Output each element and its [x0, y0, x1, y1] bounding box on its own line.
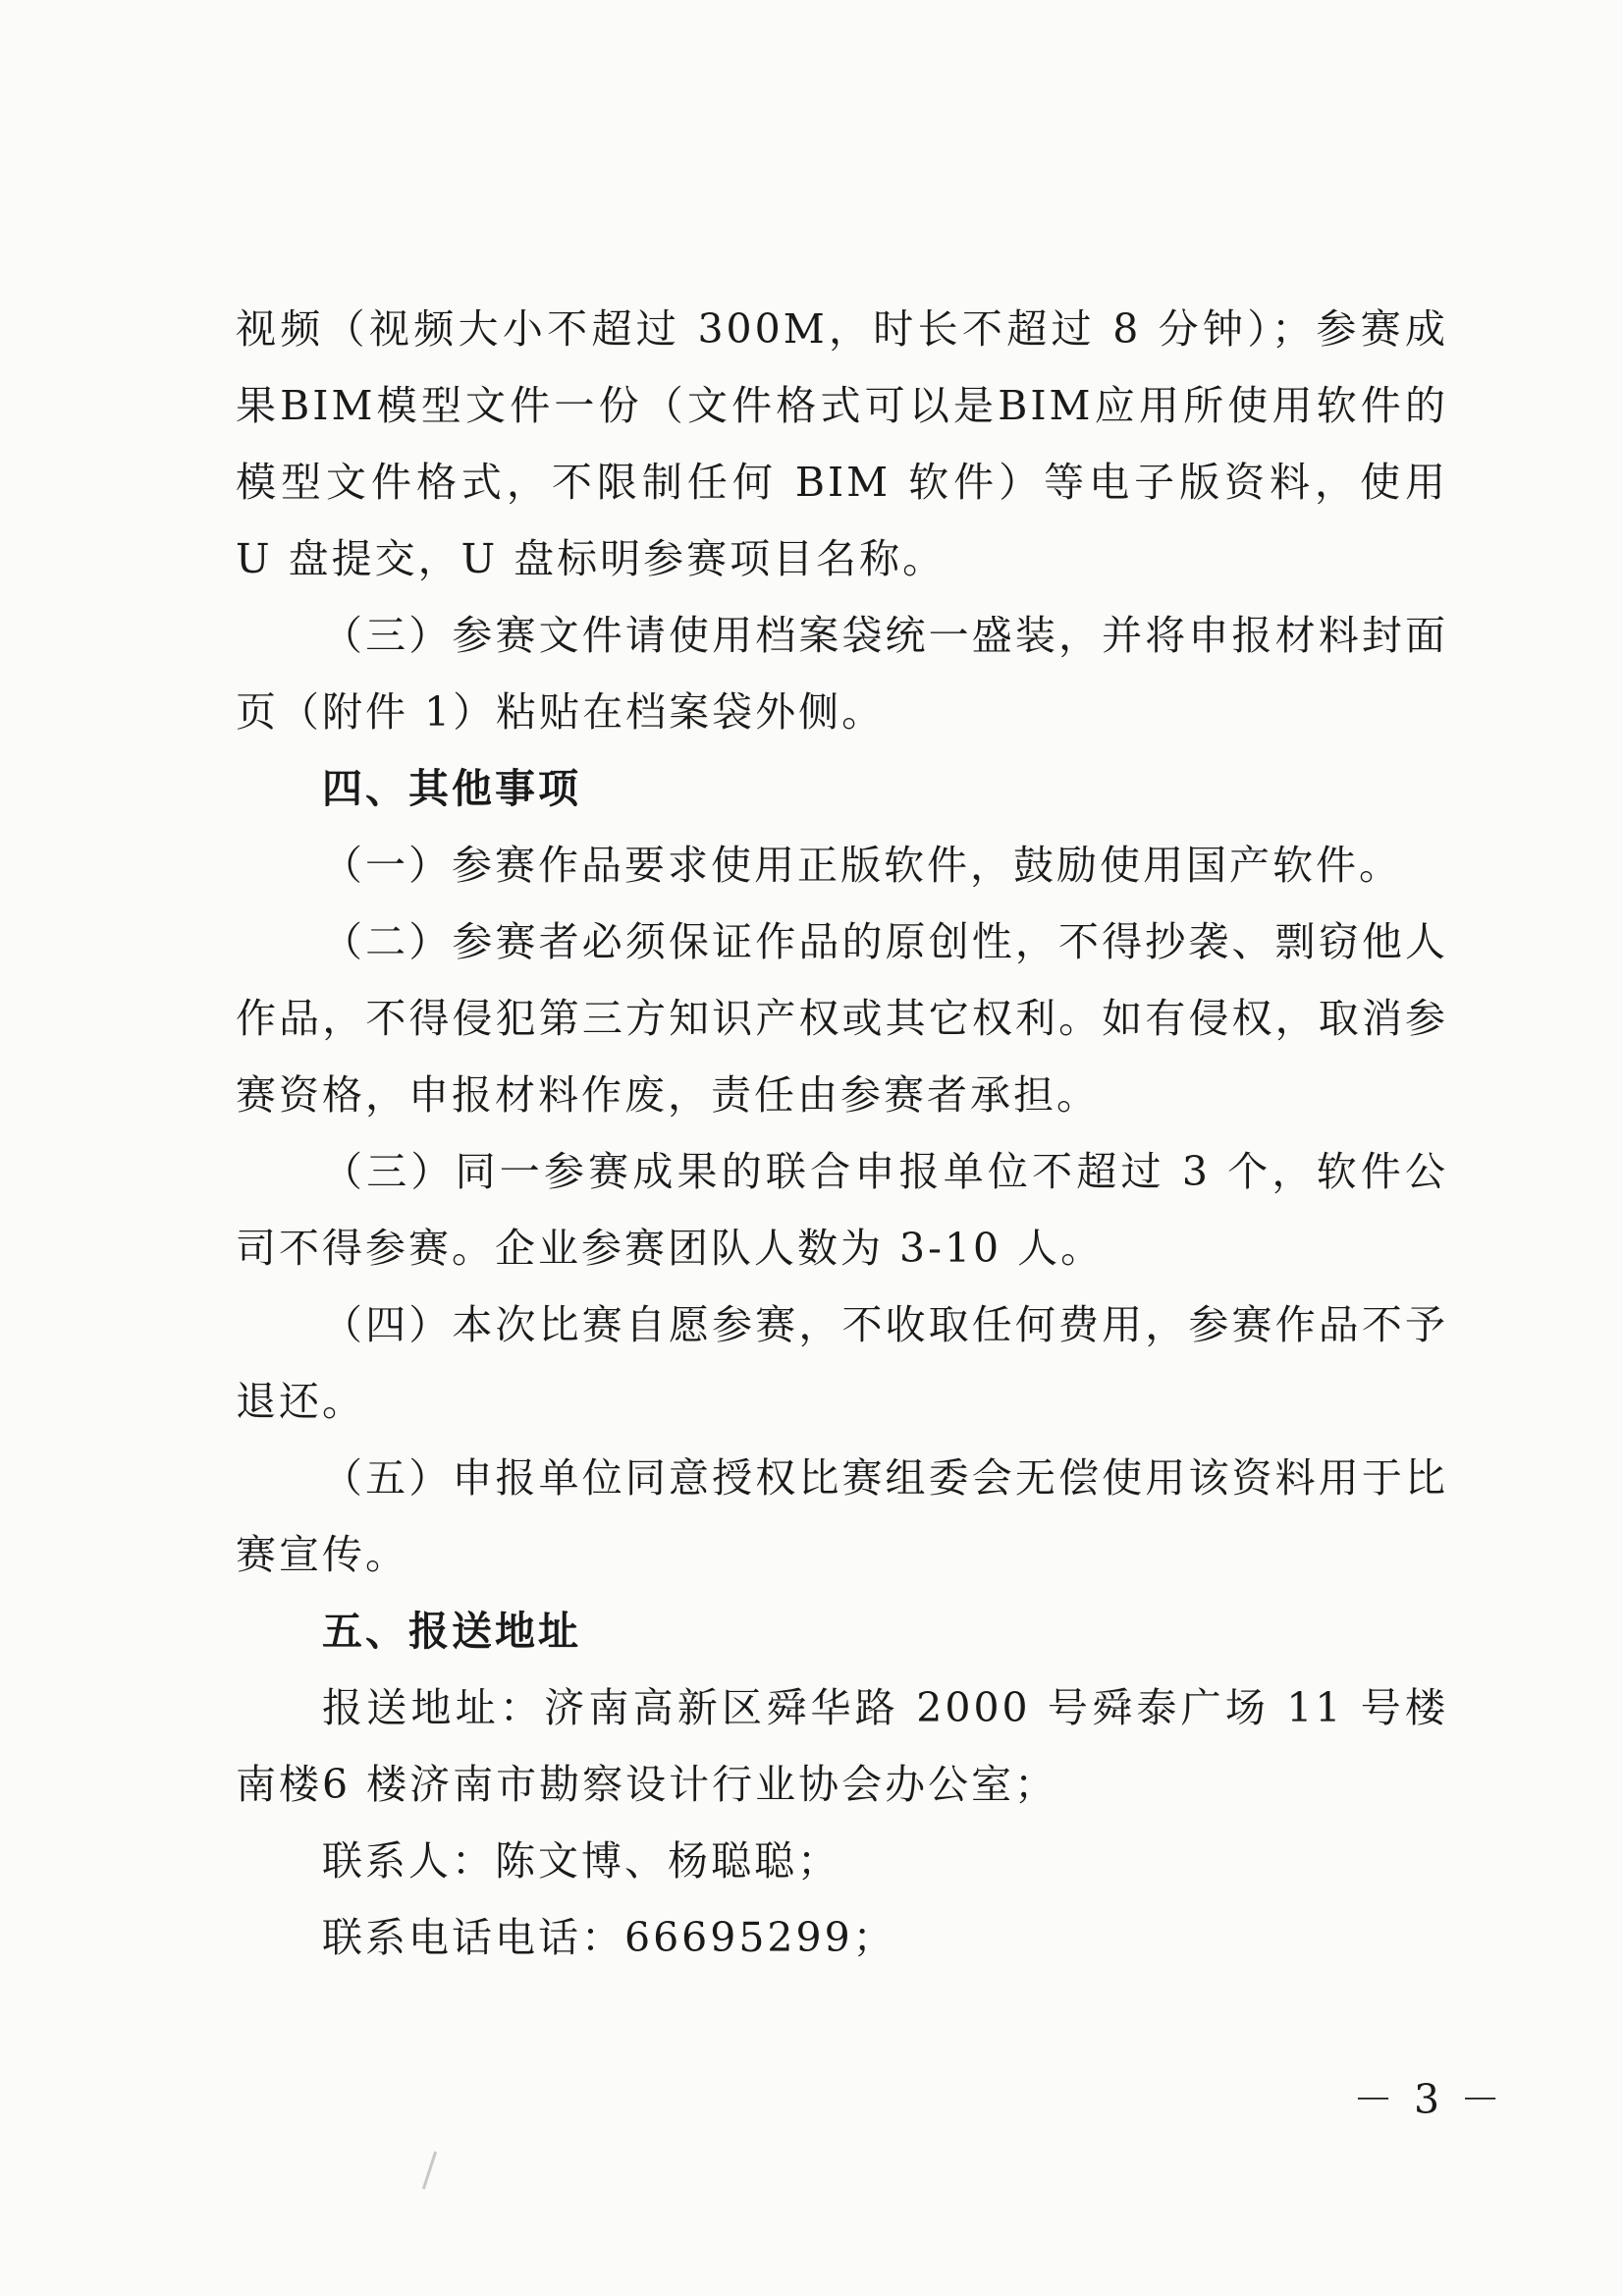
- paragraph-joint-applicants: （三）同一参赛成果的联合申报单位不超过 3 个，软件公司不得参赛。企业参赛团队人数为 3-10 人。: [236, 1148, 1448, 1272]
- paragraph-originality: （二）参赛者必须保证作品的原创性，不得抄袭、剽窃他人作品，不得侵犯第三方知识产权或其它权利。如有侵权，取消参赛资格，申报材料作废，责任由参赛者承担。: [236, 918, 1448, 1119]
- document-body: [236, 291, 1448, 1976]
- scan-artifact-mark: [422, 2152, 437, 2190]
- paragraph-submission-packaging: （三）参赛文件请使用档案袋统一盛装，并将申报材料封面页（附件 1）粘贴在档案袋外侧。: [236, 612, 1448, 736]
- paragraph-video-requirements: 视频（视频大小不超过 300M，时长不超过 8 分钟）；参赛成果BIM模型文件一份（文件格式可以是BIM应用所使用软件的模型文件格式，不限制任何 BIM 软件）等电子版资料，使用 U 盘提交，U 盘标明参赛项目名称。: [236, 305, 1448, 582]
- paragraph-address: 报送地址：济南高新区舜华路 2000 号舜泰广场 11 号楼南楼6 楼济南市勘察设计行业协会办公室；: [236, 1684, 1448, 1808]
- paragraph-contact-person: 联系人：陈文博、杨聪聪；: [322, 1837, 840, 1885]
- paragraph-licensed-software: （一）参赛作品要求使用正版软件，鼓励使用国产软件。: [322, 842, 1402, 889]
- section-heading-submission-address: 五、报送地址: [322, 1608, 581, 1655]
- page-number: － 3 －: [1353, 2076, 1505, 2123]
- section-heading-other-matters: 四、其他事项: [322, 765, 581, 812]
- paragraph-voluntary-participation: （四）本次比赛自愿参赛，不收取任何费用，参赛作品不予退还。: [236, 1301, 1448, 1425]
- paragraph-authorization: （五）申报单位同意授权比赛组委会无偿使用该资料用于比赛宣传。: [236, 1454, 1448, 1578]
- paragraph-contact-phone: 联系电话电话：66695299；: [322, 1914, 896, 1961]
